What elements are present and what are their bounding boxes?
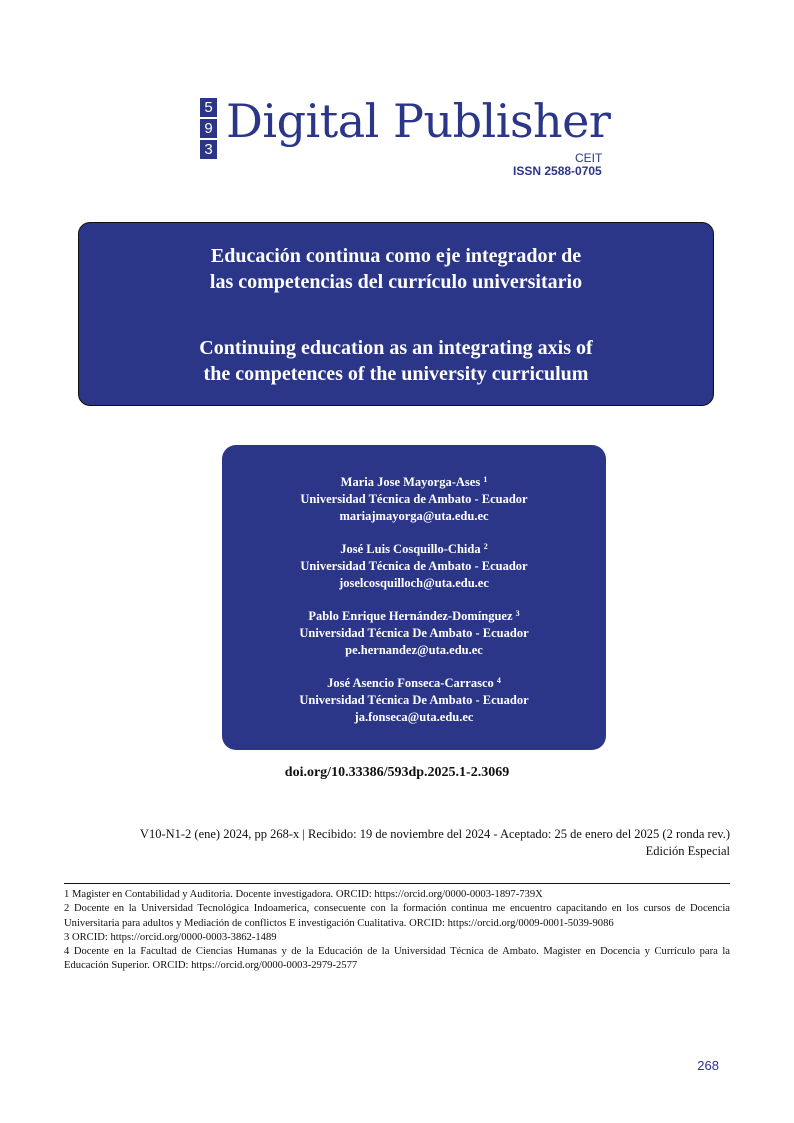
author-email[interactable]: joselcosquilloch@uta.edu.ec	[339, 576, 489, 590]
page-number: 268	[697, 1058, 719, 1073]
author-block	[222, 541, 606, 592]
author-email[interactable]: pe.hernandez@uta.edu.ec	[345, 643, 483, 657]
author-footnote-ref: 1	[483, 475, 488, 484]
meta-line: Edición Especial	[645, 844, 730, 858]
doi-link[interactable]: doi.org/10.33386/593dp.2025.1-2.3069	[284, 765, 510, 780]
footnote: 4 Docente en la Facultad de Ciencias Humanas y de la Educación de la Universidad Técnica de Ambato. Magister en Docencia y Currículo para la Educación Superior. ORCID: https://orcid.org/0000-0003-2979-2577	[64, 946, 730, 972]
author-name: Maria Jose Mayorga-Ases $^1$	[340, 475, 488, 489]
author-affiliation: Universidad Técnica De Ambato - Ecuador	[299, 626, 529, 640]
meta-line: V10-N1-2 (ene) 2024, pp 268-x | Recibido: 19 de noviembre del 2024 - Aceptado: 25 de enero del 2025 (2 ronda rev.)	[139, 827, 730, 841]
author-block	[222, 675, 606, 726]
title-line: Educación continua como eje integrador de	[210, 245, 582, 267]
logo-digit: 5	[200, 98, 217, 117]
author-affiliation: Universidad Técnica de Ambato - Ecuador	[300, 559, 528, 573]
logo-digit: 3	[200, 140, 217, 159]
footnote: 2 Docente en la Universidad Tecnológica Indoamerica, consecuente con la formación continua me encuentro capacitando en los cursos de Docencia Universitaria para adultos y Mediación de conflictos E investigación Cualitativa. ORCID: https://orcid.org/0009-0001-5039-9086	[64, 903, 730, 929]
author-block	[222, 474, 606, 525]
logo-ceit: CEIT	[575, 151, 603, 165]
footnote: 1 Magister en Contabilidad y Auditoria. Docente investigadora. ORCID: https://orcid.org/0000-0003-1897-739X	[64, 889, 543, 900]
author-footnote-ref: 4	[496, 676, 501, 685]
author-email[interactable]: ja.fonseca@uta.edu.ec	[354, 710, 474, 724]
logo-name: Digital Publisher	[226, 94, 611, 148]
footnote: 3 ORCID: https://orcid.org/0000-0003-3862-1489	[64, 931, 277, 943]
logo-digit: 9	[200, 119, 217, 138]
author-name: José Luis Cosquillo-Chida $^2$	[340, 542, 488, 556]
journal-logo	[200, 94, 620, 178]
title-line: the competences of the university curriculum	[203, 363, 589, 385]
issn: ISSN 2588-0705	[513, 164, 602, 178]
author-name: José Asencio Fonseca-Carrasco $^4$	[327, 676, 501, 690]
author-footnote-ref: 2	[483, 542, 488, 551]
title-line: Continuing education as an integrating axis of	[199, 337, 593, 359]
author-affiliation: Universidad Técnica De Ambato - Ecuador	[299, 693, 529, 707]
authors-box	[222, 445, 606, 750]
author-footnote-ref: 3	[515, 609, 520, 618]
title-line: las competencias del currículo universitario	[209, 271, 583, 293]
author-email[interactable]: mariajmayorga@uta.edu.ec	[339, 509, 489, 523]
logo-digits	[200, 98, 218, 161]
publication-meta	[140, 826, 730, 860]
title-english	[79, 335, 713, 387]
title-spanish	[79, 243, 713, 295]
author-affiliation: Universidad Técnica de Ambato - Ecuador	[300, 492, 528, 506]
footnote-divider	[64, 883, 730, 884]
footnotes	[64, 888, 730, 974]
author-block	[222, 608, 606, 659]
author-name: Pablo Enrique Hernández-Domínguez $^3$	[308, 609, 520, 623]
title-box	[78, 222, 714, 406]
